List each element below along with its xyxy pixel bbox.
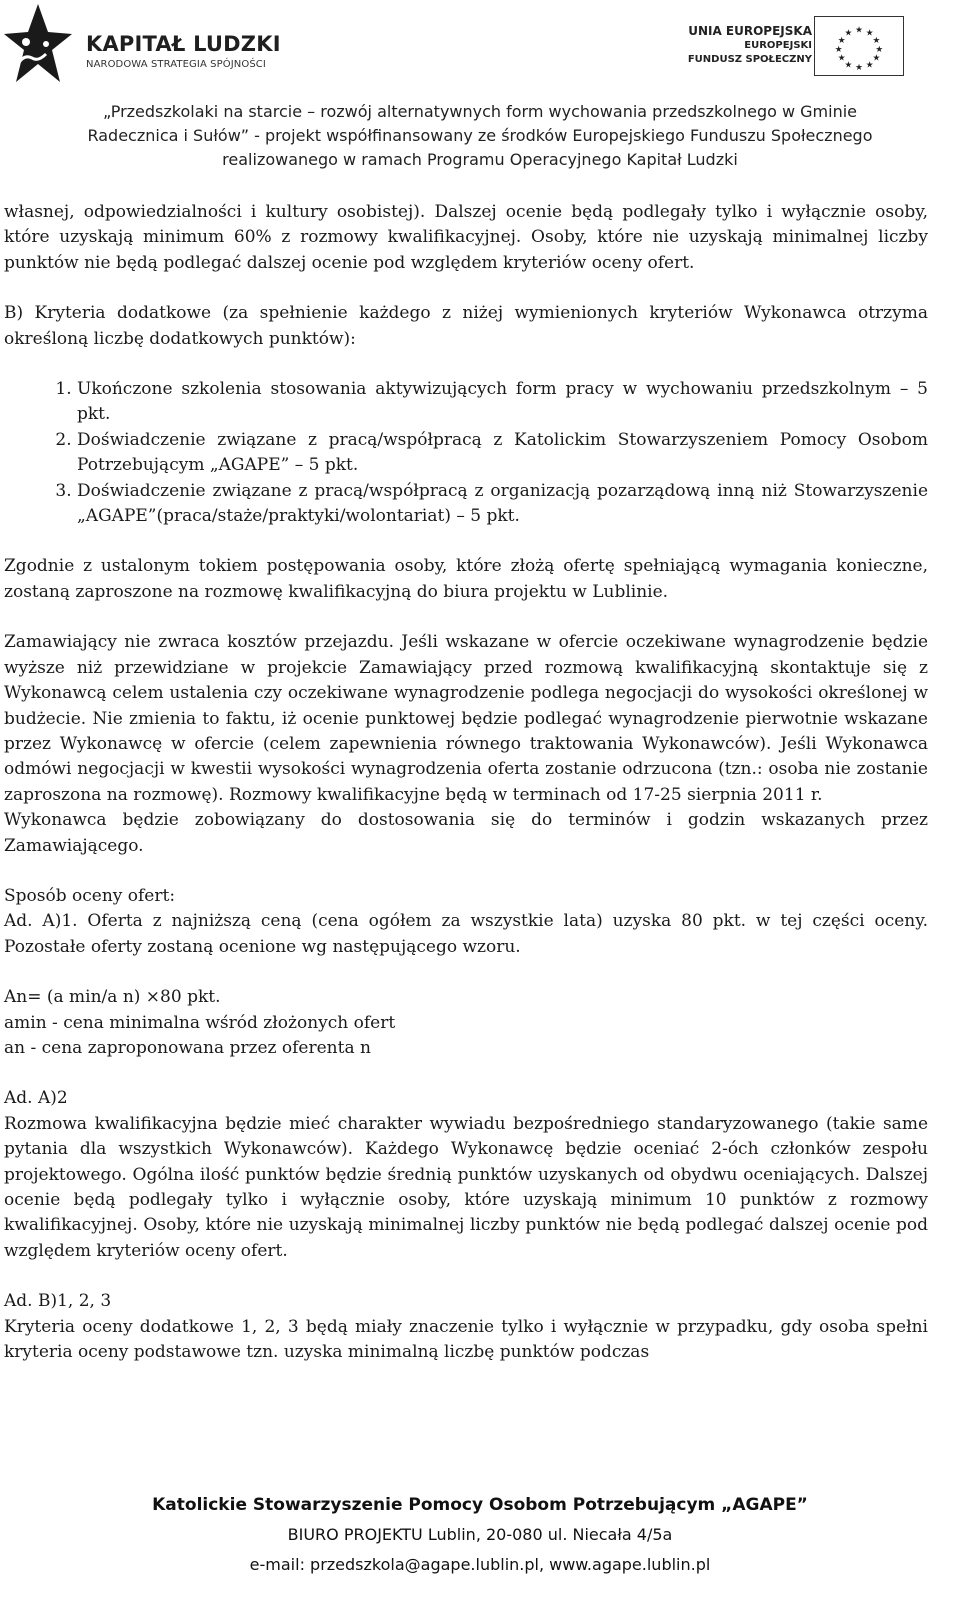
svg-text:★: ★ <box>844 60 853 71</box>
kapital-ludzki-logo <box>4 2 304 90</box>
paragraph-intro: własnej, odpowiedzialności i kultury osobistej). Dalszej ocenie będą podlegały tylko i wyłącznie osoby, które uzyskają minimum 60% z rozmowy kwalifikacyjnej. Osoby, które nie uzyskają minimalnej liczby punktów nie będą podlegać dalszej ocenie pod względem kryteriów oceny ofert. <box>4 202 928 273</box>
paragraph-ad-a2: Rozmowa kwalifikacyjna będzie mieć charakter wywiadu bezpośredniego standaryzowanego (takie same pytania dla wszystkich Wykonawców). Każdego Wykonawcę będzie oceniać 2-óch członków zespołu projektowego. Ogólna ilość punktów będzie średnią punktów uzyskanych od obydwu oceniających. Dalszej ocenie będą podlegały tylko i wyłącznie osoby, które uzyskają minimum 10 punktów z rozmowy kwalifikacyjnej. Osoby, które nie uzyskają minimalnej liczby punktów nie będą podlegać dalszej ocenie pod względem kryteriów oceny ofert. <box>4 1113 928 1261</box>
kapital-ludzki-subtitle: NARODOWA STRATEGIA SPÓJNOŚCI <box>86 59 266 70</box>
paragraph-ad-a1: Ad. A)1. Oferta z najniższą ceną (cena ogółem za wszystkie lata) uzyska 80 pkt. w tej części oceny. Pozostałe oferty zostaną ocenione wg następującego wzoru. <box>4 911 928 957</box>
project-title <box>0 100 960 172</box>
footer-address: BIURO PROJEKTU Lublin, 20-080 ul. Niecała 4/5a <box>287 1525 673 1544</box>
svg-text:★: ★ <box>855 63 863 74</box>
eu-logo-text <box>688 23 812 67</box>
formula-definition-an: an - cena zaproponowana przez oferenta n <box>4 1037 371 1058</box>
svg-text:★: ★ <box>844 28 853 39</box>
eu-logo <box>682 16 904 80</box>
svg-text:★: ★ <box>872 53 881 64</box>
svg-text:★: ★ <box>837 36 846 47</box>
project-title-line1: „Przedszkolaki na starcie – rozwój alternatywnych form wychowania przedszkolnego w Gminie <box>102 102 858 121</box>
svg-text:★: ★ <box>875 44 884 55</box>
paragraph-ad-b-heading: Ad. B)1, 2, 3 <box>4 1291 112 1312</box>
formula: An= (a min/a n) ×80 pkt. <box>4 987 221 1008</box>
document-body <box>4 200 928 1365</box>
svg-text:★: ★ <box>865 28 874 39</box>
criteria-list <box>4 377 928 529</box>
page-header <box>0 0 960 169</box>
paragraph-criteria-b: B) Kryteria dodatkowe (za spełnienie każdego z niżej wymienionych kryteriów Wykonawca otrzyma określoną liczbę dodatkowych punktów): <box>4 303 928 349</box>
criteria-item: 2. Doświadczenie związane z pracą/współpracą z Katolickim Stowarzyszeniem Pomocy Osobom Potrzebującym „AGAPE” – 5 pkt. <box>77 428 928 479</box>
paragraph-schedule: Wykonawca będzie zobowiązany do dostosowania się do terminów i godzin wskazanych przez Zamawiającego. <box>4 810 928 856</box>
paragraph-procedure: Zgodnie z ustalonym tokiem postępowania osoby, które złożą ofertę spełniającą wymagania konieczne, zostaną zaproszone na rozmowę kwalifikacyjną do biura projektu w Lublinie. <box>4 556 928 602</box>
page-footer <box>0 1490 960 1580</box>
criteria-item: 3. Doświadczenie związane z pracą/współpracą z organizacją pozarządową inną niż Stowarzyszenie „AGAPE”(praca/staże/praktyki/wolontariat) – 5 pkt. <box>77 479 928 530</box>
eu-logo-line3: FUNDUSZ SPOŁECZNY <box>687 54 812 65</box>
svg-text:★: ★ <box>865 60 874 71</box>
svg-text:★: ★ <box>872 36 881 47</box>
paragraph-ad-b: Kryteria oceny dodatkowe 1, 2, 3 będą miały znaczenie tylko i wyłącznie w przypadku, gdy osoba spełni kryteria oceny podstawowe tzn. uzyska minimalną liczbę punktów podczas <box>4 1316 928 1363</box>
project-title-line2: Radecznica i Sułów” - projekt współfinansowany ze środków Europejskiego Funduszu Społecznego <box>87 126 873 145</box>
formula-definition-amin: amin - cena minimalna wśród złożonych ofert <box>4 1012 396 1033</box>
eu-logo-line1: UNIA EUROPEJSKA <box>688 24 812 38</box>
eu-logo-line2: EUROPEJSKI <box>744 40 812 51</box>
criteria-item: 1. Ukończone szkolenia stosowania aktywizujących form pracy w wychowaniu przedszkolnym – 5 pkt. <box>77 377 928 428</box>
paragraph-evaluation-heading: Sposób oceny ofert: <box>4 885 176 906</box>
svg-text:★: ★ <box>837 53 846 64</box>
eu-flag-icon <box>814 16 904 76</box>
paragraph-ad-a2-heading: Ad. A)2 <box>4 1088 68 1109</box>
kapital-ludzki-title: KAPITAŁ LUDZKI <box>86 32 281 56</box>
kapital-ludzki-star-icon <box>4 2 74 88</box>
project-title-line3: realizowanego w ramach Programu Operacyjnego Kapitał Ludzki <box>222 150 738 169</box>
footer-contact: e-mail: przedszkola@agape.lublin.pl, www.agape.lublin.pl <box>249 1555 711 1574</box>
svg-text:★: ★ <box>834 44 843 55</box>
svg-text:★: ★ <box>855 25 863 36</box>
paragraph-travel-costs: Zamawiający nie zwraca kosztów przejazdu. Jeśli wskazane w ofercie oczekiwane wynagrodzenie będzie wyższe niż przewidziane w projekcie Zamawiający przed rozmową kwalifikacyjną skontaktuje się z Wykonawcą celem ustalenia czy oczekiwane wynagrodzenie podlega negocjacji do wysokości określonej w budżecie. Nie zmienia to faktu, iż ocenie punktowej będzie podlegać wynagrodzenie pierwotnie wskazane przez Wykonawcę w ofercie (celem zapewnienia równego traktowania Wykonawców). Jeśli Wykonawca odmówi negocjacji w kwestii wysokości wynagrodzenia oferta zostanie odrzucona (tzn.: osoba nie zostanie zaproszona na rozmowę). Rozmowy kwalifikacyjne będą w terminach od 17-25 sierpnia 2011 r. <box>4 632 928 805</box>
footer-organization: Katolickie Stowarzyszenie Pomocy Osobom Potrzebującym „AGAPE” <box>152 1495 808 1515</box>
